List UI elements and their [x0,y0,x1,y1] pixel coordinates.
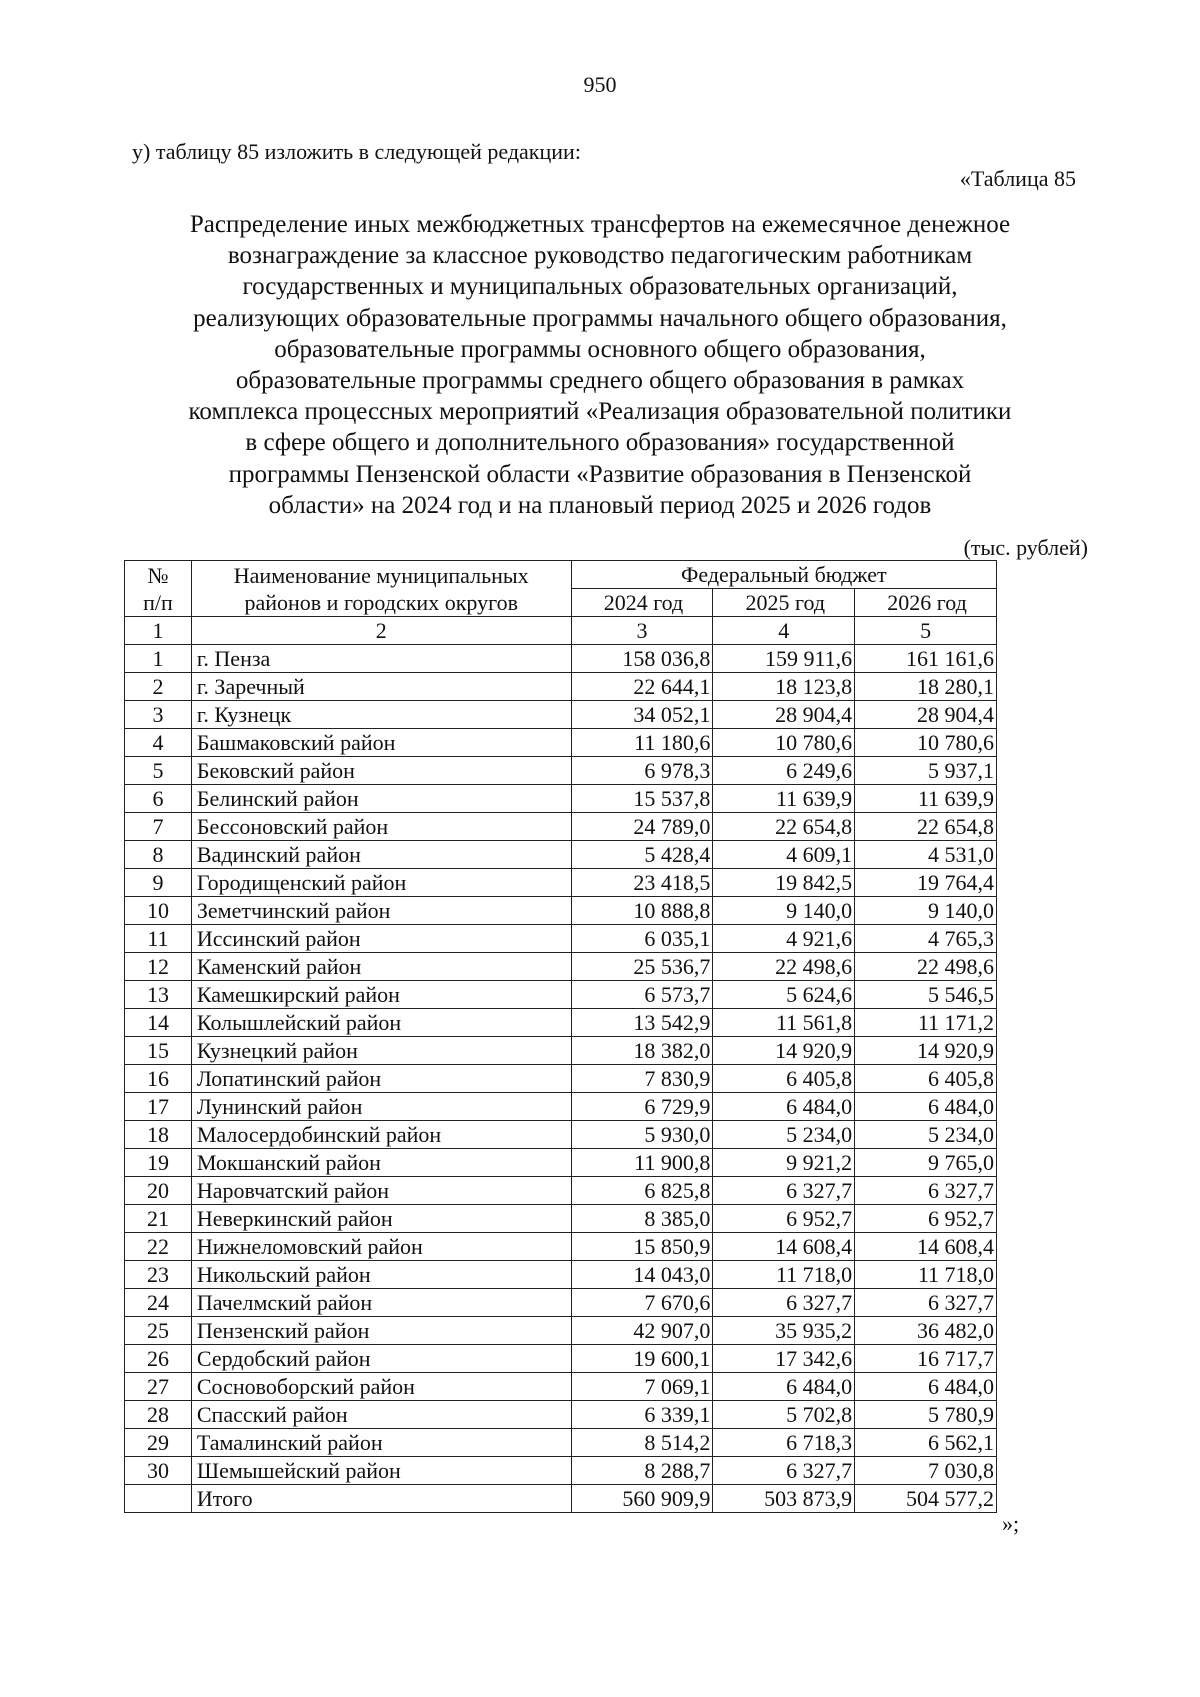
row-value-2025: 17 342,6 [713,1345,855,1373]
col-number: 3 [571,617,713,645]
row-value-2025: 19 842,5 [713,869,855,897]
row-value-2024: 8 385,0 [571,1205,713,1233]
header-year-2026: 2026 год [855,589,997,617]
row-value-2024: 23 418,5 [571,869,713,897]
row-name: Белинский район [191,785,571,813]
row-name: Вадинский район [191,841,571,869]
row-number: 23 [125,1261,192,1289]
row-number: 10 [125,897,192,925]
row-number: 1 [125,645,192,673]
units-note: (тыс. рублей) [963,535,1088,560]
row-name: Колышлейский район [191,1009,571,1037]
row-number: 25 [125,1317,192,1345]
row-number: 14 [125,1009,192,1037]
table-row [125,645,997,673]
row-number: 6 [125,785,192,813]
row-value-2025: 22 498,6 [713,953,855,981]
row-value-2024: 15 537,8 [571,785,713,813]
row-value-2024: 11 180,6 [571,729,713,757]
row-value-2024: 15 850,9 [571,1233,713,1261]
table-row [125,1429,997,1457]
row-name: Нижнеломовский район [191,1233,571,1261]
row-value-2026: 4 531,0 [855,841,997,869]
total-2025: 503 873,9 [713,1485,855,1513]
table-row [125,729,997,757]
title-line: Распределение иных межбюджетных трансфертов на ежемесячное денежное [189,211,1011,238]
row-value-2024: 6 729,9 [571,1093,713,1121]
total-num [125,1485,192,1513]
row-value-2025: 5 624,6 [713,981,855,1009]
table-row [125,981,997,1009]
col-number: 2 [191,617,571,645]
header-num-line1: № [147,562,169,588]
row-value-2025: 6 484,0 [713,1373,855,1401]
row-name: г. Пенза [191,645,571,673]
row-value-2026: 11 718,0 [855,1261,997,1289]
title-line: области» на 2024 год и на плановый период 2025 и 2026 годов [268,491,932,519]
table-row [125,1261,997,1289]
row-number: 17 [125,1093,192,1121]
row-value-2024: 22 644,1 [571,673,713,701]
row-value-2024: 8 288,7 [571,1457,713,1485]
row-value-2026: 6 327,7 [855,1177,997,1205]
row-name: Тамалинский район [191,1429,571,1457]
table-row [125,701,997,729]
row-value-2025: 11 718,0 [713,1261,855,1289]
table-row [125,925,997,953]
total-2026: 504 577,2 [855,1485,997,1513]
row-number: 12 [125,953,192,981]
row-value-2026: 9 140,0 [855,897,997,925]
table-row [125,1037,997,1065]
total-row [125,1485,997,1513]
row-value-2025: 6 327,7 [713,1289,855,1317]
row-value-2025: 11 561,8 [713,1009,855,1037]
col-number: 1 [125,617,192,645]
row-value-2026: 161 161,6 [855,645,997,673]
row-value-2026: 5 234,0 [855,1121,997,1149]
row-value-2025: 9 140,0 [713,897,855,925]
row-value-2025: 18 123,8 [713,673,855,701]
row-value-2025: 6 327,7 [713,1177,855,1205]
title-line: государственных и муниципальных образовательных организаций, [242,273,958,301]
table-row [125,953,997,981]
table-row [125,897,997,925]
row-name: г. Кузнецк [191,701,571,729]
row-value-2026: 14 608,4 [855,1233,997,1261]
row-value-2026: 6 952,7 [855,1205,997,1233]
row-name: Никольский район [191,1261,571,1289]
row-value-2024: 34 052,1 [571,701,713,729]
row-value-2025: 6 405,8 [713,1065,855,1093]
row-name: Каменский район [191,953,571,981]
row-number: 3 [125,701,192,729]
row-value-2024: 25 536,7 [571,953,713,981]
row-value-2026: 11 171,2 [855,1009,997,1037]
table-row [125,1009,997,1037]
table-row [125,1345,997,1373]
row-name: Лунинский район [191,1093,571,1121]
col-number: 5 [855,617,997,645]
table-row [125,1233,997,1261]
table-row [125,813,997,841]
row-value-2026: 16 717,7 [855,1345,997,1373]
row-value-2024: 6 035,1 [571,925,713,953]
row-value-2026: 10 780,6 [855,729,997,757]
row-value-2026: 5 937,1 [855,757,997,785]
title-line: образовательные программы основного общего образования, [274,335,926,363]
table-row [125,1289,997,1317]
row-value-2024: 5 930,0 [571,1121,713,1149]
row-value-2026: 19 764,4 [855,869,997,897]
row-name: Мокшанский район [191,1149,571,1177]
row-value-2026: 5 546,5 [855,981,997,1009]
row-name: Камешкирский район [191,981,571,1009]
row-value-2026: 4 765,3 [855,925,997,953]
row-value-2024: 5 428,4 [571,841,713,869]
table-row [125,1373,997,1401]
column-numbers-row [125,617,997,645]
title-line: в сфере общего и дополнительного образования» государственной [245,429,955,457]
row-name: Спасский район [191,1401,571,1429]
row-number: 11 [125,925,192,953]
header-name-line1: Наименование муниципальных [233,562,529,588]
row-name: Шемышейский район [191,1457,571,1485]
row-name: Кузнецкий район [191,1037,571,1065]
intro-text: у) таблицу 85 изложить в следующей редакции: [132,139,581,164]
table-row [125,869,997,897]
row-value-2025: 14 920,9 [713,1037,855,1065]
row-value-2026: 9 765,0 [855,1149,997,1177]
row-number: 24 [125,1289,192,1317]
header-name-line2: районов и городских округов [244,589,518,615]
row-value-2025: 28 904,4 [713,701,855,729]
row-number: 2 [125,673,192,701]
row-value-2026: 36 482,0 [855,1317,997,1345]
row-value-2026: 22 654,8 [855,813,997,841]
row-value-2025: 6 952,7 [713,1205,855,1233]
header-num [125,561,192,617]
row-name: Неверкинский район [191,1205,571,1233]
row-value-2024: 10 888,8 [571,897,713,925]
row-number: 22 [125,1233,192,1261]
row-number: 27 [125,1373,192,1401]
row-value-2025: 159 911,6 [713,645,855,673]
row-value-2025: 9 921,2 [713,1149,855,1177]
row-name: Пачелмский район [191,1289,571,1317]
row-name: Малосердобинский район [191,1121,571,1149]
row-value-2024: 6 573,7 [571,981,713,1009]
row-value-2024: 7 069,1 [571,1373,713,1401]
row-value-2026: 28 904,4 [855,701,997,729]
table-row [125,1317,997,1345]
row-value-2024: 7 670,6 [571,1289,713,1317]
row-value-2024: 6 978,3 [571,757,713,785]
row-value-2026: 6 405,8 [855,1065,997,1093]
row-value-2025: 35 935,2 [713,1317,855,1345]
row-value-2024: 14 043,0 [571,1261,713,1289]
table-row [125,1401,997,1429]
document-title [110,209,1090,521]
title-line: вознаграждение за классное руководство педагогическим работникам [227,242,973,270]
table-row [125,1093,997,1121]
row-number: 30 [125,1457,192,1485]
row-value-2024: 6 339,1 [571,1401,713,1429]
row-name: Сердобский район [191,1345,571,1373]
row-value-2026: 14 920,9 [855,1037,997,1065]
row-value-2024: 18 382,0 [571,1037,713,1065]
table-row [125,1065,997,1093]
title-line: реализующих образовательные программы начального общего образования, [193,304,1007,332]
row-value-2024: 24 789,0 [571,813,713,841]
row-name: Земетчинский район [191,897,571,925]
row-value-2025: 4 609,1 [713,841,855,869]
row-number: 13 [125,981,192,1009]
table-row [125,1457,997,1485]
row-name: Пензенский район [191,1317,571,1345]
row-number: 4 [125,729,192,757]
row-value-2026: 11 639,9 [855,785,997,813]
row-name: Башмаковский район [191,729,571,757]
header-row [125,561,997,589]
table-row [125,785,997,813]
table-row [125,1177,997,1205]
row-number: 26 [125,1345,192,1373]
total-label: Итого [191,1485,571,1513]
page-number: 950 [583,72,617,97]
row-value-2026: 6 484,0 [855,1093,997,1121]
row-value-2025: 10 780,6 [713,729,855,757]
row-name: Бессоновский район [191,813,571,841]
row-name: Лопатинский район [191,1065,571,1093]
header-name [191,561,571,617]
row-value-2026: 6 327,7 [855,1289,997,1317]
row-number: 18 [125,1121,192,1149]
row-name: Городищенский район [191,869,571,897]
row-value-2024: 7 830,9 [571,1065,713,1093]
row-name: Наровчатский район [191,1177,571,1205]
row-value-2024: 42 907,0 [571,1317,713,1345]
row-value-2024: 8 514,2 [571,1429,713,1457]
header-year-2024: 2024 год [571,589,713,617]
col-number: 4 [713,617,855,645]
table-row [125,841,997,869]
row-name: Иссинский район [191,925,571,953]
table-row [125,1205,997,1233]
row-name: Сосновоборский район [191,1373,571,1401]
budget-table [124,560,997,1513]
row-number: 29 [125,1429,192,1457]
row-value-2024: 6 825,8 [571,1177,713,1205]
row-value-2026: 22 498,6 [855,953,997,981]
row-value-2025: 11 639,9 [713,785,855,813]
row-number: 19 [125,1149,192,1177]
row-value-2024: 158 036,8 [571,645,713,673]
title-line: комплекса процессных мероприятий «Реализация образовательной политики [188,398,1012,426]
row-number: 15 [125,1037,192,1065]
title-line: программы Пензенской области «Развитие образования в Пензенской [228,460,972,488]
row-value-2026: 6 562,1 [855,1429,997,1457]
table-row [125,1121,997,1149]
row-number: 20 [125,1177,192,1205]
row-number: 21 [125,1205,192,1233]
row-value-2025: 14 608,4 [713,1233,855,1261]
closing-quote: »; [1002,1511,1020,1536]
table-row [125,1149,997,1177]
row-number: 16 [125,1065,192,1093]
row-name: г. Заречный [191,673,571,701]
row-value-2025: 6 484,0 [713,1093,855,1121]
header-year-2025: 2025 год [713,589,855,617]
row-value-2025: 5 702,8 [713,1401,855,1429]
header-num-line2: п/п [143,589,173,615]
total-2024: 560 909,9 [571,1485,713,1513]
row-value-2025: 22 654,8 [713,813,855,841]
row-value-2025: 4 921,6 [713,925,855,953]
row-value-2026: 18 280,1 [855,673,997,701]
row-value-2026: 6 484,0 [855,1373,997,1401]
row-value-2026: 7 030,8 [855,1457,997,1485]
title-line: образовательные программы среднего общего образования в рамках [235,367,965,395]
row-number: 8 [125,841,192,869]
row-value-2024: 11 900,8 [571,1149,713,1177]
row-value-2025: 6 718,3 [713,1429,855,1457]
table-label: «Таблица 85 [959,166,1076,191]
row-value-2025: 5 234,0 [713,1121,855,1149]
row-number: 7 [125,813,192,841]
row-number: 28 [125,1401,192,1429]
row-value-2024: 19 600,1 [571,1345,713,1373]
row-name: Бековский район [191,757,571,785]
row-value-2024: 13 542,9 [571,1009,713,1037]
row-number: 9 [125,869,192,897]
table-row [125,757,997,785]
row-value-2025: 6 327,7 [713,1457,855,1485]
row-value-2025: 6 249,6 [713,757,855,785]
row-number: 5 [125,757,192,785]
row-value-2026: 5 780,9 [855,1401,997,1429]
header-group: Федеральный бюджет [571,561,996,589]
table-row [125,673,997,701]
